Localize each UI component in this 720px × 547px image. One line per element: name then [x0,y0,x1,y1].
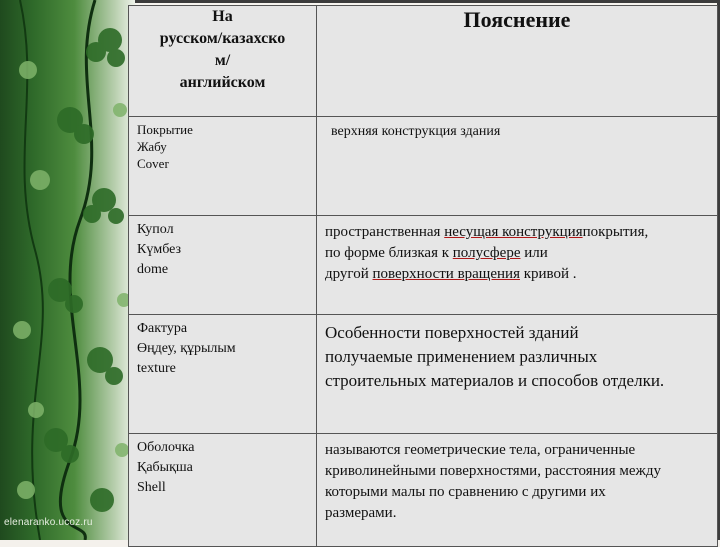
term-en: Shell [137,480,166,495]
term-kz: Қабықша [137,460,193,475]
vine-leaves-icon [0,0,135,540]
explanation-line: Особенности поверхностей зданий [325,323,579,342]
explanation-line: получаемые применением различных [325,347,598,366]
header-term-line: м/ [214,52,231,69]
site-watermark: elenaranko.ucoz.ru [4,517,93,528]
explanation-text: пространственная [325,224,445,240]
term-en: Cover [137,156,169,171]
link-surface-of-revolution[interactable]: поверхности вращения [372,266,520,282]
explanation-line: называются геометрические тела, ограниченные [325,442,636,458]
table-row [129,216,718,315]
explanation-line: криволинейными поверхностями, расстояния между [325,463,662,479]
term-ru: Покрытие [137,122,193,137]
explanation-line: размерами. [325,505,397,521]
terms-table [128,5,718,547]
decorative-vine-border [0,0,135,540]
term-cell [129,117,317,216]
explanation-line [325,222,709,243]
table-row [129,315,718,434]
header-explanation-column: Пояснение [317,6,718,117]
link-hemisphere[interactable]: полусфере [452,245,521,261]
term-ru: Фактура [137,321,188,336]
table-row [129,434,718,547]
header-term-line: английском [179,74,266,91]
header-term-line: русском/казахско [159,30,286,47]
term-cell [129,216,317,315]
explanation-line: которыми малы по сравнению с другими их [325,484,606,500]
explanation-line [325,243,709,264]
term-cell [129,434,317,547]
term-kz: Күмбез [137,242,182,257]
explanation-cell [317,216,718,315]
link-load-bearing-structure[interactable]: несущая конструкция [444,224,583,240]
table-header-row [129,6,718,117]
header-term-line: На [212,8,233,25]
term-ru: Купол [137,222,174,237]
term-kz: Өңдеу, құрылым [137,341,236,356]
explanation-text: покрытия, [582,224,649,240]
term-en: dome [137,262,169,277]
explanation-text: или [520,245,548,261]
explanation-cell [317,434,718,547]
explanation-line: верхняя конструкция здания [331,124,501,139]
term-kz: Жабу [137,139,167,154]
term-en: texture [137,361,176,376]
explanation-line: строительных материалов и способов отделки. [325,371,665,390]
explanation-line [325,264,709,285]
term-cell [129,315,317,434]
explanation-text: кривой . [519,266,577,282]
explanation-cell [317,315,718,434]
table-row [129,117,718,216]
explanation-text: по форме близкая к [325,245,453,261]
term-ru: Оболочка [137,440,195,455]
header-term-column [129,6,317,117]
explanation-cell [317,117,718,216]
explanation-text: другой [325,266,373,282]
